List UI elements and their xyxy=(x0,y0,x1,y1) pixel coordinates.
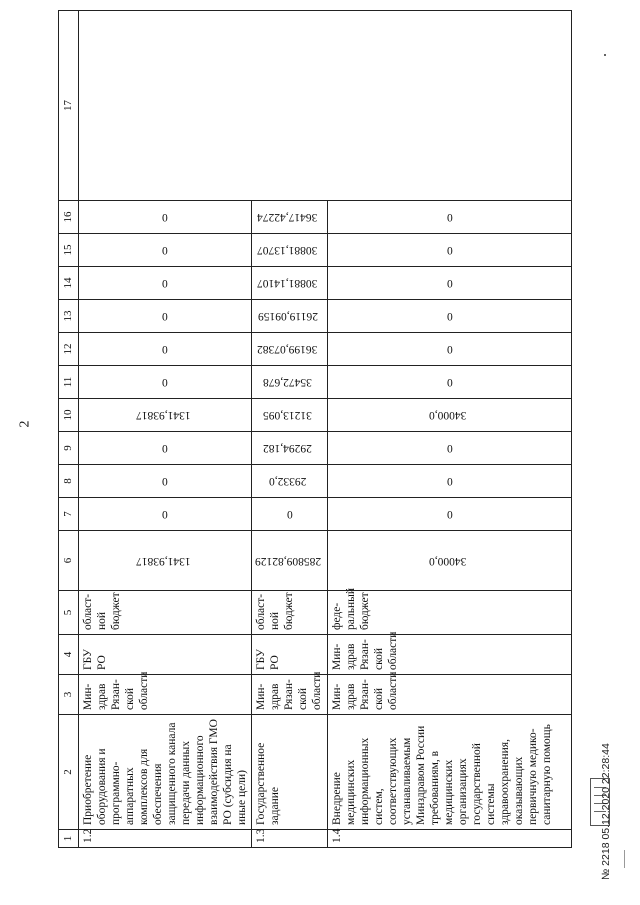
value: 30881,14107 xyxy=(257,277,318,290)
year-cell xyxy=(79,333,252,366)
participant: Мин-здрав Рязан-ской области xyxy=(328,635,572,675)
value: 29294,182 xyxy=(263,442,313,455)
year-cell xyxy=(79,234,252,267)
year-cell xyxy=(252,465,328,498)
value: 31213,095 xyxy=(263,409,313,422)
year-cell xyxy=(252,498,328,531)
value: 0 xyxy=(446,376,453,389)
col-header-8: 8 xyxy=(59,465,79,498)
col-header-9: 9 xyxy=(59,432,79,465)
value: 0 xyxy=(446,277,453,290)
col-header-15: 15 xyxy=(59,234,79,267)
table-row xyxy=(79,11,252,848)
col-header-10: 10 xyxy=(59,399,79,432)
year-cell xyxy=(252,366,328,399)
program-activities-table xyxy=(58,10,572,848)
scan-speck xyxy=(604,54,606,56)
activity-name: Внедрение медицинских информационных систем, соответствующих устанавливаемым Минздравом России требованиям, в медицинских организациях государственной системы здравоохранения, оказывающих первичную медико-санитарную помощь xyxy=(328,715,572,830)
col-header-16: 16 xyxy=(59,201,79,234)
value: 30881,13707 xyxy=(257,244,318,257)
col-header-1: 1 xyxy=(59,830,79,848)
margin-mark xyxy=(624,850,625,868)
funding-source: област-ной бюджет xyxy=(79,591,252,635)
executor: Мин-здрав Рязан-ской области xyxy=(79,675,252,715)
funding-source: област-ной бюджет xyxy=(252,591,328,635)
rotated-table-container xyxy=(58,38,553,848)
year-cell xyxy=(252,234,328,267)
col-header-3: 3 xyxy=(59,675,79,715)
value: 26119,09159 xyxy=(257,310,318,323)
value: 34000,0 xyxy=(428,409,467,422)
total-value: 1341,93817 xyxy=(135,554,191,567)
value: 0 xyxy=(446,508,453,521)
year-cell xyxy=(328,333,572,366)
value: 0 xyxy=(162,475,169,488)
col-header-12: 12 xyxy=(59,333,79,366)
activity-name: Государственное задание xyxy=(252,715,328,830)
value: 36199,07382 xyxy=(257,343,318,356)
col-header-5: 5 xyxy=(59,591,79,635)
year-cell xyxy=(79,465,252,498)
value: 1341,93817 xyxy=(135,409,191,422)
value: 0 xyxy=(162,277,169,290)
value: 0 xyxy=(162,343,169,356)
value: 0 xyxy=(162,376,169,389)
registration-footer: № 2218 05.12.2020 22:28:44 xyxy=(600,743,612,880)
value: 35472,678 xyxy=(263,376,313,389)
year-cell xyxy=(79,366,252,399)
participant: ГБУ РО xyxy=(252,635,328,675)
col-header-7: 7 xyxy=(59,498,79,531)
year-cell xyxy=(328,234,572,267)
value: 29332,0 xyxy=(268,475,307,488)
row-number: 1.2 xyxy=(79,830,252,848)
value: 0 xyxy=(446,343,453,356)
year-cell xyxy=(79,399,252,432)
value: 0 xyxy=(162,442,169,455)
activity-name: Приобретение оборудования и программно-аппаратных комплексов для обеспечения защищенного канала передачи данных информационного взаимодействия ГМО РО (субсидия на иные цели) xyxy=(79,715,252,830)
year-cell xyxy=(252,201,328,234)
value: 0 xyxy=(162,508,169,521)
year-cell xyxy=(328,465,572,498)
year-cell xyxy=(328,366,572,399)
total-cell xyxy=(252,531,328,591)
row-number: 1.3 xyxy=(252,830,328,848)
value: 0 xyxy=(446,244,453,257)
value: 0 xyxy=(286,508,293,521)
year-cell xyxy=(252,432,328,465)
value: 0 xyxy=(162,244,169,257)
value: 0 xyxy=(162,211,169,224)
col-header-2: 2 xyxy=(59,715,79,830)
year-cell xyxy=(79,267,252,300)
executor: Мин-здрав Рязан-ской области xyxy=(328,675,572,715)
value: 0 xyxy=(162,310,169,323)
total-cell xyxy=(328,531,572,591)
col-header-17: 17 xyxy=(59,11,79,201)
year-cell xyxy=(328,432,572,465)
executor: Мин-здрав Рязан-ской области xyxy=(252,675,328,715)
row-number: 1.4 xyxy=(328,830,572,848)
column-number-row xyxy=(59,11,79,848)
page-number: 2 xyxy=(17,420,33,428)
year-cell xyxy=(328,201,572,234)
year-cell xyxy=(79,498,252,531)
value: 0 xyxy=(446,442,453,455)
year-cell xyxy=(328,300,572,333)
col-header-6: 6 xyxy=(59,531,79,591)
total-value: 285809,82129 xyxy=(254,554,321,567)
col-header-11: 11 xyxy=(59,366,79,399)
notes-cell xyxy=(79,11,572,201)
year-cell xyxy=(79,201,252,234)
year-cell xyxy=(79,300,252,333)
value: 0 xyxy=(446,310,453,323)
year-cell xyxy=(252,300,328,333)
year-cell xyxy=(252,333,328,366)
col-header-4: 4 xyxy=(59,635,79,675)
year-cell xyxy=(252,399,328,432)
total-cell xyxy=(79,531,252,591)
funding-source: феде-ральный бюджет xyxy=(328,591,572,635)
participant: ГБУ РО xyxy=(79,635,252,675)
value: 36417,42274 xyxy=(257,211,318,224)
col-header-13: 13 xyxy=(59,300,79,333)
value: 0 xyxy=(446,211,453,224)
year-cell xyxy=(252,267,328,300)
total-value: 34000,0 xyxy=(428,554,467,567)
year-cell xyxy=(328,267,572,300)
year-cell xyxy=(328,498,572,531)
year-cell xyxy=(328,399,572,432)
col-header-14: 14 xyxy=(59,267,79,300)
year-cell xyxy=(79,432,252,465)
value: 0 xyxy=(446,475,453,488)
